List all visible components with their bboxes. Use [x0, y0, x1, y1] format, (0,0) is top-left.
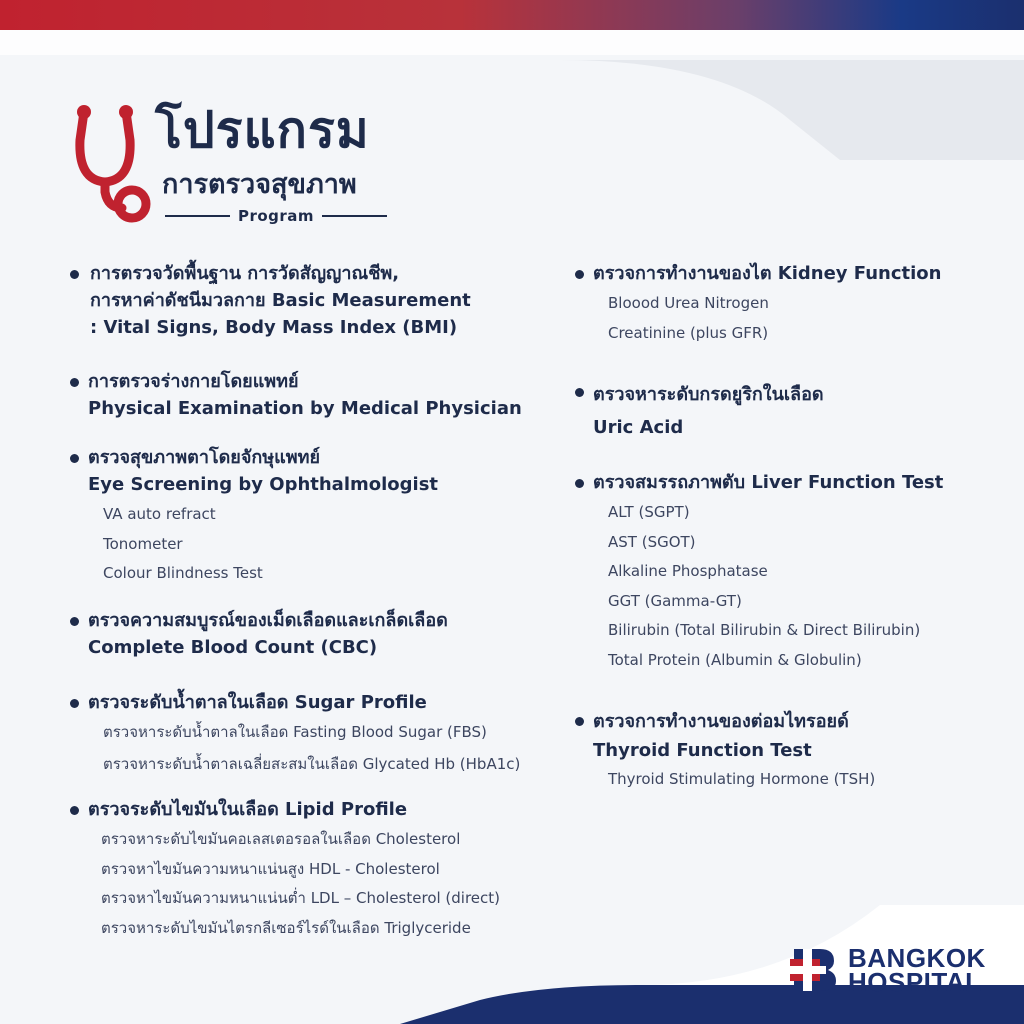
program-label	[165, 205, 387, 227]
sub-item: ตรวจหาระดับน้ำตาลในเลือด Fasting Blood Sugar (FBS)	[103, 723, 487, 741]
bullet	[575, 388, 584, 397]
sub-item: Creatinine (plus GFR)	[608, 323, 769, 342]
section-eye-screening	[70, 444, 438, 589]
section-kidney-function	[575, 260, 941, 348]
divider-right	[322, 215, 387, 217]
sub-item: Total Protein (Albumin & Globulin)	[608, 650, 862, 669]
section-physical-exam	[70, 368, 522, 422]
stethoscope-icon	[70, 100, 160, 225]
bullet	[70, 270, 79, 279]
bullet	[575, 270, 584, 279]
section-heading: การหาค่าดัชนีมวลกาย Basic Measurement	[90, 290, 471, 311]
sub-item: ตรวจหาระดับน้ำตาลเฉลี่ยสะสมในเลือด Glycated Hb (HbA1c)	[103, 755, 521, 773]
bullet	[70, 699, 79, 708]
section-heading: ตรวจระดับไขมันในเลือด Lipid Profile	[88, 799, 408, 820]
section-uric-acid	[575, 378, 824, 444]
section-liver-function	[575, 469, 943, 675]
sub-item: AST (SGOT)	[608, 532, 696, 551]
sub-item: Bloood Urea Nitrogen	[608, 294, 769, 312]
section-heading: ตรวจสมรรถภาพตับ Liver Function Test	[593, 472, 944, 493]
section-heading: Uric Acid	[593, 417, 684, 438]
program-text: Program	[237, 207, 315, 225]
bullet	[70, 378, 79, 387]
section-heading: ตรวจหาระดับกรดยูริกในเลือด	[593, 384, 824, 405]
sub-item: Bilirubin (Total Bilirubin & Direct Bilirubin)	[608, 621, 921, 639]
bullet	[70, 454, 79, 463]
section-sugar-profile	[70, 689, 520, 780]
sub-item: ตรวจหาไขมันความหนาแน่นต่ำ LDL – Cholesterol (direct)	[101, 889, 501, 907]
sub-item: VA auto refract	[103, 505, 216, 523]
sub-item: Colour Blindness Test	[103, 564, 263, 582]
sub-item: ALT (SGPT)	[608, 503, 690, 521]
bullet	[70, 806, 79, 815]
bullet	[575, 479, 584, 488]
section-heading: ตรวจสุขภาพตาโดยจักษุแพทย์	[88, 447, 321, 468]
sub-item: Tonometer	[103, 534, 183, 553]
brand-line-1: BANGKOK	[848, 943, 986, 973]
section-cbc	[70, 607, 448, 661]
section-heading: : Vital Signs, Body Mass Index (BMI)	[90, 317, 458, 338]
sub-item: GGT (Gamma-GT)	[608, 591, 742, 610]
section-heading: ตรวจความสมบูรณ์ของเม็ดเลือดและเกล็ดเลือด	[88, 610, 448, 631]
section-lipid-profile	[70, 796, 500, 943]
section-heading: Physical Examination by Medical Physician	[88, 398, 522, 419]
brand-line-2: HOSPITAL	[848, 967, 982, 997]
section-basic-measurement	[70, 260, 471, 341]
section-heading: ตรวจการทำงานของต่อมไทรอยด์	[593, 711, 849, 732]
bangkok-hospital-logo-icon	[790, 945, 840, 995]
page-title: โปรแกรม	[155, 101, 370, 159]
bullet	[575, 717, 584, 726]
sub-item: Thyroid Stimulating Hormone (TSH)	[608, 770, 876, 788]
section-heading: Complete Blood Count (CBC)	[88, 637, 378, 658]
section-heading: ตรวจการทำงานของไต Kidney Function	[593, 263, 942, 284]
section-heading: Eye Screening by Ophthalmologist	[88, 474, 439, 495]
divider-left	[165, 215, 230, 217]
section-thyroid-function	[575, 707, 875, 795]
bullet	[70, 617, 79, 626]
section-heading: การตรวจวัดพื้นฐาน การวัดสัญญาณชีพ,	[90, 263, 400, 284]
section-heading: ตรวจระดับน้ำตาลในเลือด Sugar Profile	[88, 692, 427, 713]
sub-item: ตรวจหาระดับไขมันคอเลสเตอรอลในเลือด Cholesterol	[101, 830, 461, 848]
sub-item: ตรวจหาระดับไขมันไตรกลีเซอร์ไรด์ในเลือด Triglyceride	[101, 918, 471, 937]
section-heading: Thyroid Function Test	[593, 740, 812, 761]
sub-item: ตรวจหาไขมันความหนาแน่นสูง HDL - Cholesterol	[101, 859, 440, 878]
sub-item: Alkaline Phosphatase	[608, 562, 768, 580]
section-heading: การตรวจร่างกายโดยแพทย์	[88, 371, 299, 392]
page-subtitle: การตรวจสุขภาพ	[162, 169, 357, 200]
bangkok-hospital-logo	[790, 945, 986, 995]
